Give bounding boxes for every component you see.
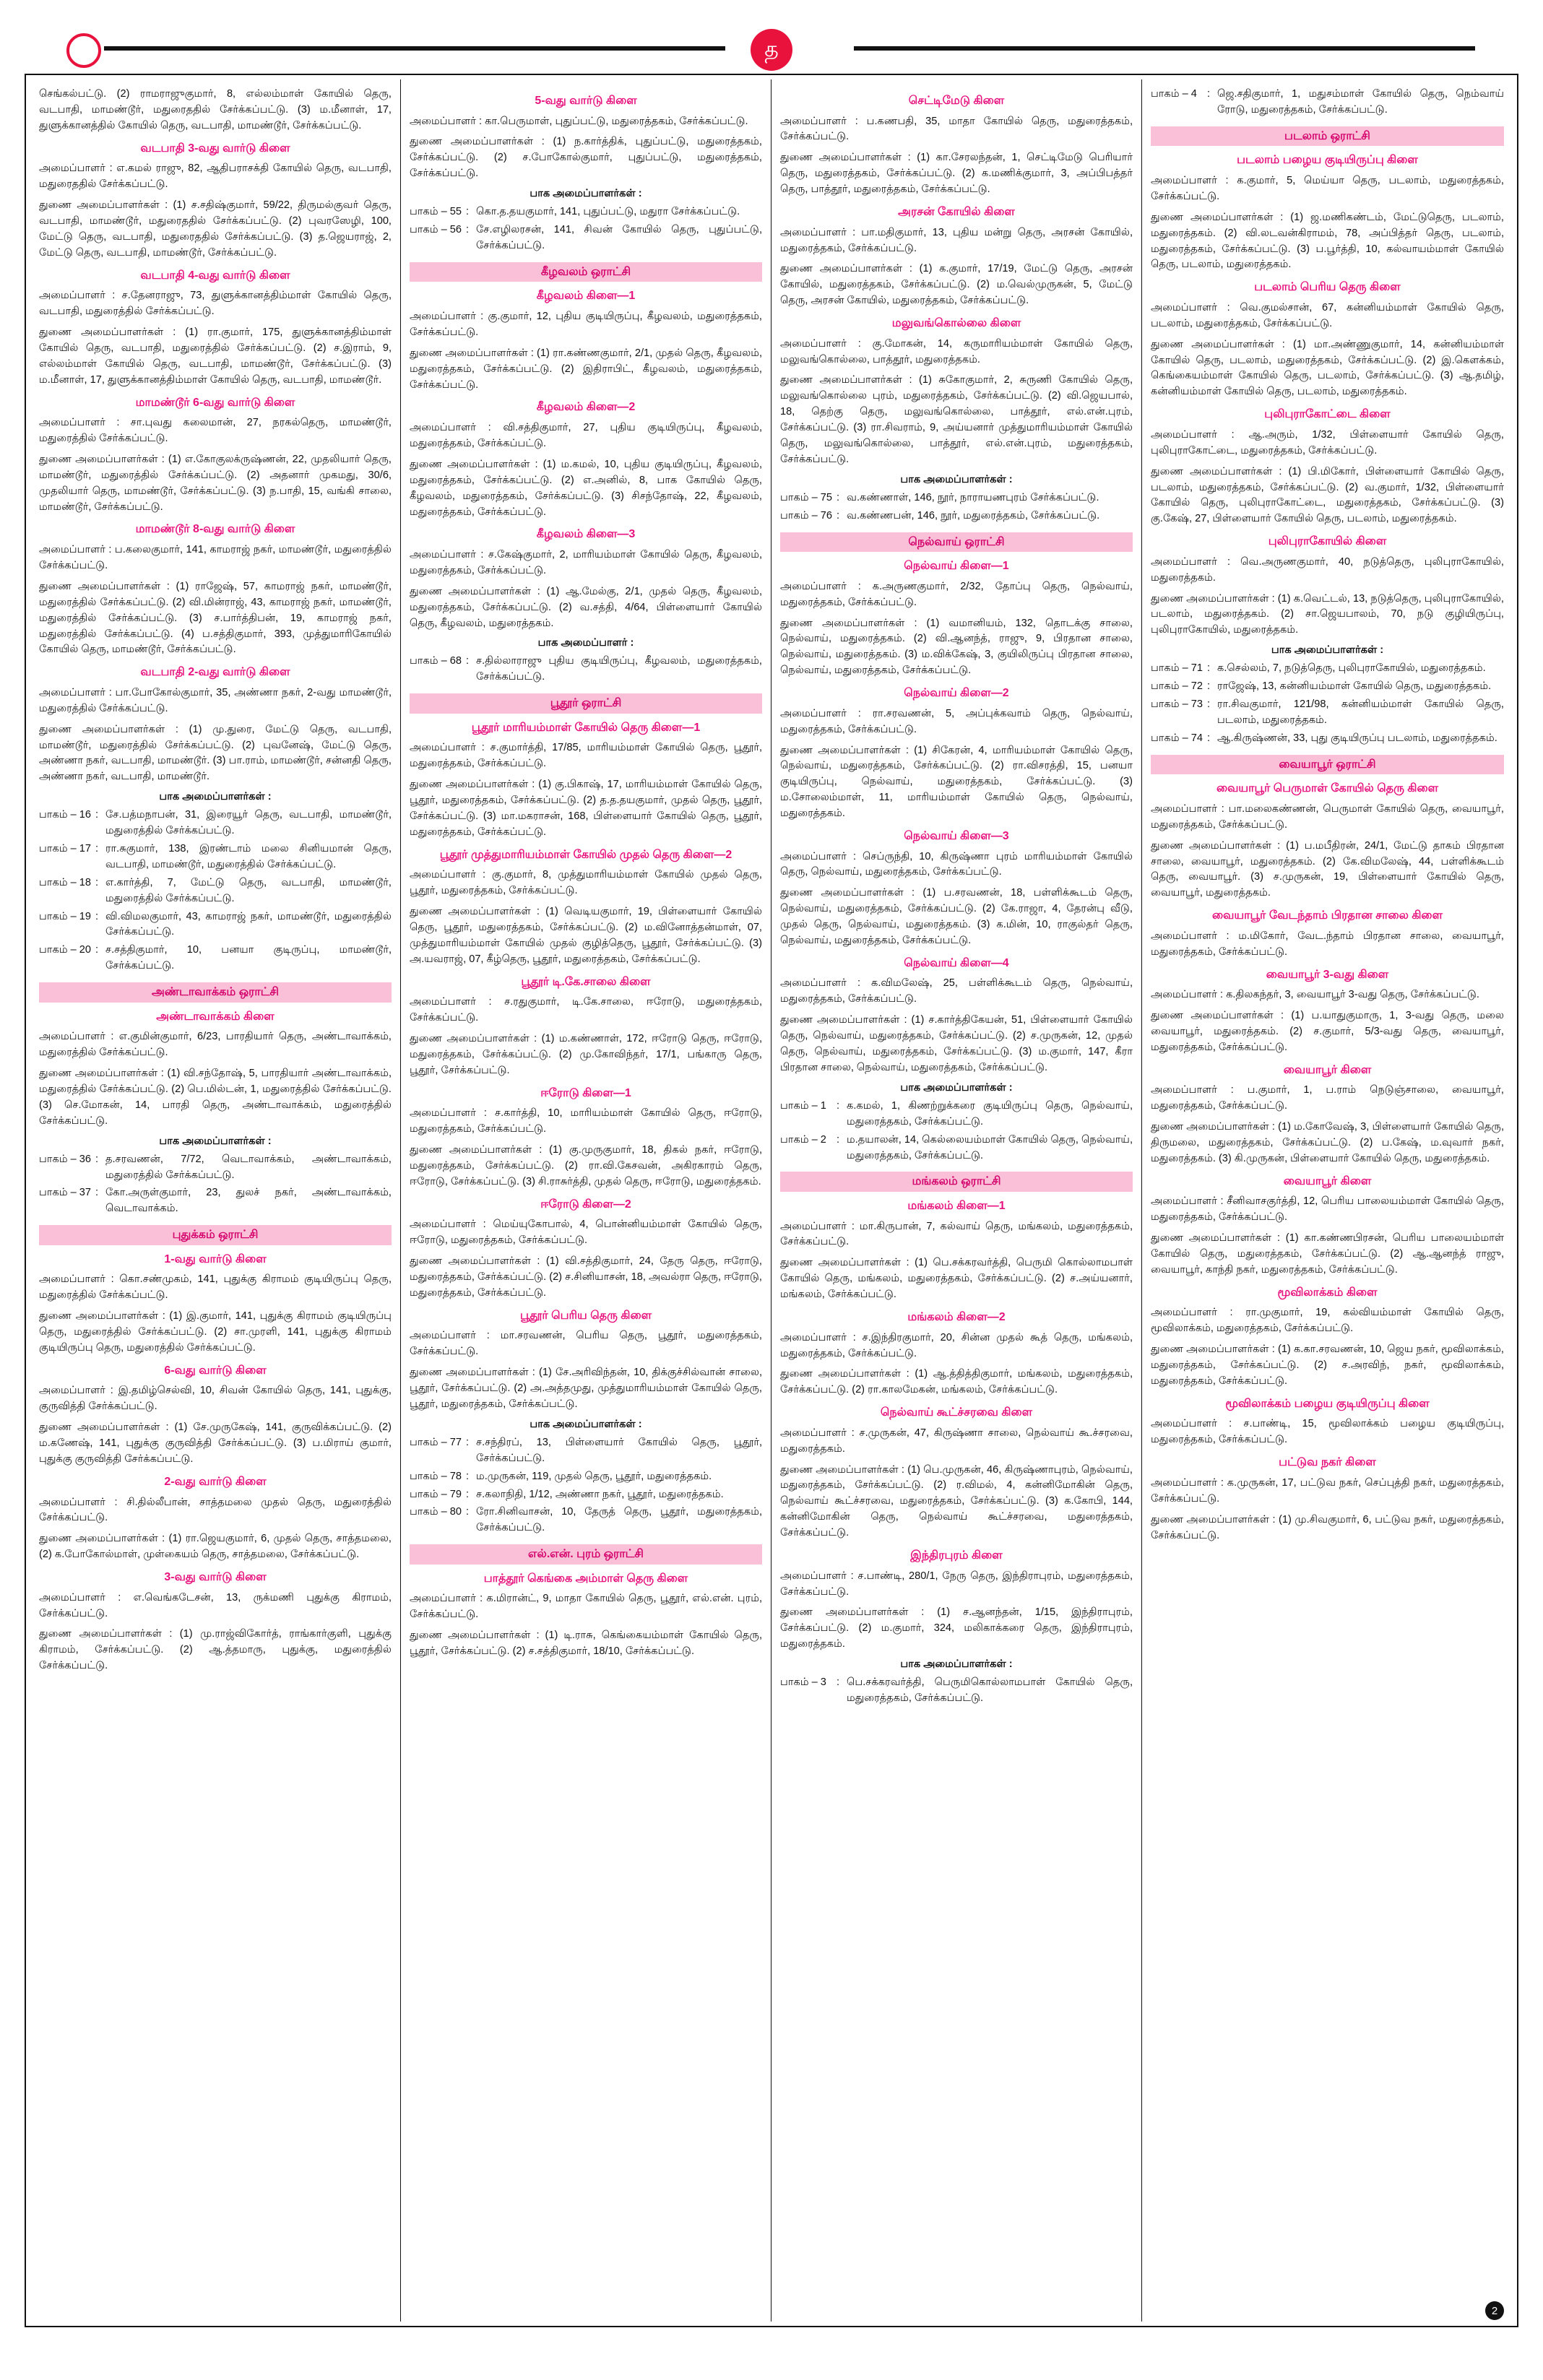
list-item-separator: : <box>95 910 99 922</box>
list-item-separator: : <box>837 1133 840 1146</box>
list-item <box>410 654 762 685</box>
body-paragraph: அமைப்பாளர் : க.திலகந்தர், 3, வையாபூர் 3-வது தெரு, சேர்க்கப்பட்டு. <box>1151 989 1479 1001</box>
body-paragraph: துணை அமைப்பாளர்கள் : (1) ஜ.மணிகண்டம், மேட்டுதெரு, படலாம், மதுரைத்தகம். (2) வி.லடவன்கிராமம், 78, அப்பித்தர் தெரு, படலாம், மதுரைத்தகம், சேர்க்கப்பட்டு. (3) ப.பூர்த்தி, 10, கல்வாயம்மாள் கோயில் தெரு, படலாம், மதுரைத்தகம். <box>1151 211 1504 271</box>
list-item <box>1151 661 1504 677</box>
list-item-separator: : <box>95 843 99 855</box>
section-heading: புலிபுராகோட்டை கிளை <box>1264 408 1391 421</box>
body-paragraph: அமைப்பாளர் : வெ.அருணகுமார், 40, நடுத்தெரு, புலிபுராகோயில், மதுரைத்தகம். <box>1151 555 1504 584</box>
list-item-separator: : <box>95 944 99 956</box>
list-item-separator: : <box>466 1488 470 1500</box>
list-item <box>1151 679 1504 695</box>
list-item-value: ச.கலாநிதி, 1/12, அண்ணா நகர், பூதூர், மதுரைத்தகம். <box>476 1488 724 1500</box>
body-paragraph: அமைப்பாளர் : கா.பெருமாள், புதுப்பட்டு, மதுரைத்தகம், சேர்க்கப்பட்டு. <box>410 115 748 127</box>
list-item <box>39 943 392 974</box>
body-paragraph: துணை அமைப்பாளர்கள் : (1) மு.ராஜ்விகோர்த், ராங்கார்குளி, புதுக்கு கிராமம், சேர்க்கப்பட்டு. (2) ஆ.த்தமாரு, புதுக்கு, மதுரைத்தில் சேர்க்கப்பட்டு. <box>39 1628 392 1672</box>
column-4 <box>1142 79 1513 2321</box>
body-paragraph: துணை அமைப்பாளர்கள் : (1) ம.கோவேஷ், 3, பிள்ளையார் கோயில் தெரு, திருமலை, மதுரைத்தகம், சேர்க்கப்பட்டு. (2) ப.கேஷ், ம.வுவார் நகர், மதுரைத்தகம். (3) கி.முருகன், பிள்ளையார் கோயில் தெரு, மதுரைத்தகம். <box>1151 1121 1504 1164</box>
list-item-key: பாகம் – 17 <box>39 843 92 855</box>
section-heading: மூவிலாக்கம் கிளை <box>1277 1286 1378 1299</box>
body-paragraph: துணை அமைப்பாளர்கள் : (1) இ.குமார், 141, புதுக்கு கிராமம் குடியிருப்பு தெரு, மதுரைத்தில் சேர்க்கப்பட்டு. (2) சா.முரளி, 141, புதுக்கு கிராமம் குடியிருப்பு தெரு, மதுரைத்தில் சேர்க்கப்பட்டு. <box>39 1310 392 1354</box>
body-paragraph: அமைப்பாளர் : கு.குமார், 12, புதிய குடியிருப்பு, கீழவலம், மதுரைத்தகம், சேர்க்கப்பட்டு. <box>410 311 762 338</box>
body-paragraph: துணை அமைப்பாளர்கள் : (1) ப.யாதுகுமாரு, 1, 3-வது தெரு, மலை வையாபூர், மதுரைத்தகம். (2) ச.குமார், 5/3-வது தெரு, வையாபூர், மதுரைத்தகம், சேர்க்கப்பட்டு. <box>1151 1010 1504 1053</box>
list-item-separator: : <box>466 655 470 667</box>
body-paragraph: துணை அமைப்பாளர்கள் : (1) டி.ராசு, கெங்கையம்மாள் கோயில் தெரு, பூதூர், சேர்க்கப்பட்டு. (2) ச.சத்திகுமார், 18/10, சேர்க்கப்பட்டு. <box>410 1630 762 1658</box>
section-heading: நெல்வாய் கூட்ச்சரவை கிளை <box>880 1406 1033 1419</box>
section-heading: நெல்வாய் கிளை—1 <box>904 560 1009 573</box>
subsection-heading: பாக அமைப்பாளர்கள் : <box>900 1658 1013 1671</box>
list-item-key: பாகம் – 80 <box>410 1506 462 1518</box>
body-paragraph: துணை அமைப்பாளர்கள் : (1) ரா.கண்ணகுமார், 2/1, முதல் தெரு, கீழவலம், மதுரைத்தகம், சேர்க்கப்பட்டு. (2) இதிராபிட், கீழவலம், மதுரைத்தகம், சேர்க்கப்பட்டு. <box>410 347 762 391</box>
body-paragraph: அமைப்பாளர் : மா.கிருபான், 7, கல்வாய் தெரு, மங்கலம், மதுரைத்தகம், சேர்க்கப்பட்டு. <box>780 1220 1133 1248</box>
section-heading: மங்கலம் கிளை—1 <box>907 1199 1006 1212</box>
list-item-value: சே.பத்மநாபன், 31, இரையூர் தெரு, வடபாதி, மாமண்டூர், மதுரைத்தில் சேர்க்கப்பட்டு. <box>105 809 392 837</box>
masthead-rule-left <box>104 46 725 51</box>
section-heading: நெல்வாய் கிளை—2 <box>904 687 1009 700</box>
section-banner-heading: நெல்வாய் ஒராட்சி <box>780 532 1133 553</box>
column-container <box>30 79 1513 2321</box>
body-paragraph: துணை அமைப்பாளர்கள் : (1) ம.கமல், 10, புதிய குடியிருப்பு, கீழவலம், மதுரைத்தகம், சேர்க்கப்பட்டு. (2) எ.அனில், 8, பாக கோயில் தெரு, கீழவலம், மதுரைத்தகம், சேர்க்கப்பட்டு. (3) சிசந்தோஷ், 22, கீழவலம், மதுரைத்தகம், சேர்க்கப்பட்டு. <box>410 458 762 518</box>
list-item <box>780 1099 1133 1130</box>
section-heading: வையாபூர் பெருமாள் கோயில் தெரு கிளை <box>1216 782 1439 795</box>
body-paragraph: அமைப்பாளர் : பா.மதிகுமார், 13, புதிய மன்று தெரு, அரசன் கோயில், மதுரைத்தகம், சேர்க்கப்பட்டு. <box>780 226 1133 254</box>
list-item <box>780 1133 1133 1164</box>
list-item-value: பெ.சக்கரவர்த்தி, பெருமிகொல்லாமபாள் கோயில் தெரு, மதுரைத்தகம், சேர்க்கப்பட்டு. <box>847 1676 1133 1704</box>
list-item <box>410 1435 762 1467</box>
section-heading: புலிபுராகோயில் கிளை <box>1268 535 1387 548</box>
body-paragraph: துணை அமைப்பாளர்கள் : (1) ந.கார்த்திக், புதுப்பட்டு, மதுரைத்தகம், சேர்க்கப்பட்டு. (2) ச.போகோல்குமார், புதுப்பட்டு, மதுரைத்தகம், சேர்க்கப்பட்டு. <box>410 136 762 180</box>
body-paragraph: அமைப்பாளர் : மா.சரவணன், பெரிய தெரு, பூதூர், மதுரைத்தகம், சேர்க்கப்பட்டு. <box>410 1330 762 1358</box>
section-heading: 2-வது வார்டு கிளை <box>164 1475 267 1488</box>
section-banner-heading: புதுக்கம் ஒராட்சி <box>39 1225 392 1245</box>
section-banner-heading: பூதூர் ஒராட்சி <box>410 693 762 714</box>
section-heading: வடபாதி 3-வது வார்டு கிளை <box>140 142 290 155</box>
list-item-value: ரா.சுகுமார், 138, இரண்டாம் மலை சினியமான் தெரு, வடபாதி, மாமண்டூர், மதுரைத்தில் சேர்க்கப்பட்டு. <box>105 843 392 870</box>
list-item-key: பாகம் – 16 <box>39 809 92 821</box>
section-heading: பூதூர் டி.கே.சாலை கிளை <box>521 975 651 988</box>
body-paragraph: அமைப்பாளர் : க.முருகன், 17, பட்டுவ நகர், செப்புத்தி நகர், மதுரைத்தகம், சேர்க்கப்பட்டு. <box>1151 1476 1504 1505</box>
body-paragraph: அமைப்பாளர் : ரா.முகுமார், 19, கல்வியம்மாள் கோயில் தெரு, மூவிலாக்கம், மதுரைத்தகம், சேர்க்கப்பட்டு. <box>1151 1307 1504 1335</box>
list-item <box>39 841 392 873</box>
section-heading: வையாபூர் வேடந்தாம் பிரதான சாலை கிளை <box>1211 909 1443 922</box>
section-heading: படலாம் பெரிய தெரு கிளை <box>1254 281 1401 294</box>
list-item-key: பாகம் – 77 <box>410 1436 462 1448</box>
section-heading: நெல்வாய் கிளை—3 <box>904 829 1009 842</box>
list-item-value: ம.தயாலன், 14, கெல்லையம்மாள் கோயில் தெரு, நெல்வாய், மதுரைத்தகம், சேர்க்கப்பட்டு. <box>847 1133 1133 1161</box>
body-paragraph: துணை அமைப்பாளர்கள் : (1) ரா.ஜெயகுமார், 6, முதல் தெரு, சாத்தமலை, (2) க.போகோல்மாள், முள்கையம் தெரு, சாத்தமலை, சேர்க்கப்பட்டு. <box>39 1533 392 1561</box>
list-item-value: வ.கண்ணபன், 146, நூர், மதுரைத்தகம், சேர்க்கப்பட்டு. <box>847 509 1100 522</box>
list-item-key: பாகம் – 74 <box>1151 732 1203 744</box>
section-heading: அரசன் கோயில் கிளை <box>898 206 1015 219</box>
list-item-value: கோ.அருள்குமார், 23, துலச் நகர், அண்டாவாக்கம், வெடாவாக்கம். <box>105 1187 392 1215</box>
list-item <box>410 204 762 220</box>
body-paragraph: துணை அமைப்பாளர்கள் : (1) எ.கோகுலக்ருஷ்ணன், 22, முதலியார் தெரு, மாமண்டூர், மதுரைத்தில் சேர்க்கப்பட்டு. (2) அதனார் முகமது, 30/6, முதலியார் தெரு, மாமண்டூர், சேர்க்கப்பட்டு. (3) ந.பாதி, 15, வங்கி சாலை, மாமண்டூர், சேர்க்கப்பட்டு. <box>39 453 392 513</box>
section-heading: பூதூர் மாரியம்மாள் கோயில் தெரு கிளை—1 <box>471 721 701 734</box>
body-paragraph: துணை அமைப்பாளர்கள் : (1) வமானியம், 132, தொடக்கு சாலை, நெல்வாய், மதுரைத்தகம். (2) வி.ஆனந்த், ராஜு, 9, பிரதான சாலை, நெல்வாய், மதுரைத்தகம். (3) ம.விக்கேஷ், 3, குயிலிருப்பு பிரதான சாலை, நெல்வாய், மதுரைத்தகம், சேர்க்கப்பட்டு. <box>780 617 1133 677</box>
list-item-separator: : <box>837 1099 840 1112</box>
list-item-separator: : <box>95 1187 99 1199</box>
section-heading: செட்டிமேடு கிளை <box>908 95 1005 107</box>
list-item-key: பாகம் – 56 <box>410 224 462 236</box>
subsection-heading: பாக அமைப்பாளர்கள் : <box>1271 644 1384 657</box>
section-heading: மூவிலாக்கம் பழைய குடியிருப்பு கிளை <box>1225 1397 1430 1410</box>
masthead-rule-right <box>854 46 1475 51</box>
section-heading: 3-வது வார்டு கிளை <box>164 1571 267 1584</box>
body-paragraph: அமைப்பாளர் : ம.மிகோர், வேட.ந்தாம் பிரதான சாலை, வையாபூர், மதுரைத்தகம், சேர்க்கப்பட்டு. <box>1151 930 1504 958</box>
body-paragraph: அமைப்பாளர் : கு.மோகன், 14, கருமாரியம்மாள் கோயில் தெரு, மலுவங்கொல்லை, பாத்தூர், மதுரைத்தகம். <box>780 337 1133 365</box>
body-paragraph: அமைப்பாளர் : பா.மலைகண்ணன், பெருமாள் கோயில் தெரு, வையாபூர், மதுரைத்தகம், சேர்க்கப்பட்டு. <box>1151 802 1504 831</box>
list-item-separator: : <box>1207 732 1211 744</box>
subsection-heading: பாக அமைப்பாளர் : <box>537 637 634 649</box>
column-1 <box>30 79 401 2321</box>
list-item <box>410 1469 762 1485</box>
column-3 <box>772 79 1142 2321</box>
section-heading: படலாம் பழைய குடியிருப்பு கிளை <box>1237 154 1418 167</box>
body-paragraph: அமைப்பாளர் : கு.குமார், 8, முத்துமாரியம்மாள் கோயில் முதல் தெரு, பூதூர், மதுரைத்தகம், சேர்க்கப்பட்டு. <box>410 869 762 897</box>
section-heading: ஈரோடு கிளை—2 <box>540 1198 631 1211</box>
list-item-key: பாகம் – 55 <box>410 206 462 218</box>
body-paragraph: அமைப்பாளர் : ப.கணபதி, 35, மாதா கோயில் தெரு, மதுரைத்தகம், சேர்க்கப்பட்டு. <box>780 115 1133 143</box>
body-paragraph: துணை அமைப்பாளர்கள் : (1) மு.துரை, மேட்டு தெரு, வடபாதி, மாமண்டூர், மதுரைத்தில் சேர்க்கப்பட்டு. (2) புவனேஷ், மேட்டு தெரு, அண்ணா நகர், வடபாதி, மாமண்டூர். (3) பா.ராம், மாமண்டூர், சன்னதி தெரு, அண்ணா நகர், வடபாதி, மாமண்டூர். <box>39 723 392 783</box>
section-heading: 1-வது வார்டு கிளை <box>164 1252 267 1265</box>
list-item-key: பாகம் – 36 <box>39 1153 92 1165</box>
subsection-heading: பாக அமைப்பாளர்கள் : <box>900 473 1013 485</box>
body-paragraph: அமைப்பாளர் : ச.ரதுகுமார், டி.கே.சாலை, ஈரோடு, மதுரைத்தகம், சேர்க்கப்பட்டு. <box>410 996 762 1024</box>
list-item-separator: : <box>837 491 840 503</box>
section-banner-heading: மங்கலம் ஒராட்சி <box>780 1172 1133 1192</box>
body-paragraph: துணை அமைப்பாளர்கள் : (1) கா.கண்ணபிரசன், பெரிய பாலையம்மாள் கோயில் தெரு, மதுரைத்தகம், சேர்க்கப்பட்டு. (2) ஆ.ஆனந்த் ராஜு, வையாபூர், காந்தி நகர், மதுரைத்தகம், சேர்க்கப்பட்டு. <box>1151 1232 1504 1276</box>
body-paragraph: துணை அமைப்பாளர்கள் : (1) கு.பிகாஷ், 17, மாரியம்மாள் கோயில் தெரு, பூதூர், மதுரைத்தகம், சேர்க்கப்பட்டு. (2) த.த.தயகுமார், முதல் தெரு, பூதூர், சேர்க்கப்பட்டு. (3) மா.மகராசன், 168, பிள்ளையார் கோயில் தெரு, பூதூர், மதுரைத்தகம், சேர்க்கப்பட்டு. <box>410 779 762 838</box>
body-paragraph: துணை அமைப்பாளர்கள் : (1) ஆ.மேல்கு, 2/1, முதல் தெரு, கீழவலம், மதுரைத்தகம், சேர்க்கப்பட்டு. (2) வ.சத்தி, 4/64, பிள்ளையார் கோயில் தெரு, கீழவலம், மதுரைத்தகம். <box>410 585 762 629</box>
list-item <box>410 222 762 254</box>
section-heading: இந்திரபுரம் கிளை <box>910 1549 1003 1562</box>
masthead <box>25 20 1518 74</box>
body-paragraph: அமைப்பாளர் : பா.போகோல்குமார், 35, அண்ணா நகர், 2-வது மாமண்டூர், மதுரைத்தில் சேர்க்கப்பட்டு. <box>39 686 392 714</box>
list-item-separator: : <box>466 224 470 236</box>
section-banner-heading: கீழவலம் ஒராட்சி <box>410 262 762 282</box>
body-paragraph: துணை அமைப்பாளர்கள் : (1) வெடியகுமார், 19, பிள்ளையார் கோயில் தெரு, பூதூர், மதுரைத்தகம், சேர்க்கப்பட்டு. (2) ம.வினோத்தன்மாள், 07, முத்துமாரியம்மாள் கோயில் முதல் குழித்தெரு, பூதூர், சேர்க்கப்பட்டு. (3) அ.யவராஜ், 07, கீழ்தெரு, பூதூர், மதுரைத்தகம், சேர்க்கப்பட்டு. <box>410 906 762 965</box>
list-item <box>1151 731 1504 747</box>
section-heading: வையாபூர் கிளை <box>1283 1063 1372 1076</box>
body-paragraph: அமைப்பாளர் : ரா.சரவணன், 5, அப்புக்கவாம் தெரு, நெல்வாய், மதுரைத்தகம், சேர்க்கப்பட்டு. <box>780 707 1133 735</box>
list-item-value: ரோ.சினிவாசன், 10, தேருத் தெரு, பூதூர், மதுரைத்தகம், சேர்க்கப்பட்டு. <box>476 1506 762 1534</box>
list-item-separator: : <box>466 1506 470 1518</box>
section-heading: கீழவலம் கிளை—1 <box>536 290 636 303</box>
section-heading: மாமண்டூர் 8-வது வார்டு கிளை <box>135 523 295 536</box>
body-paragraph: அமைப்பாளர் : ஆ.அரும், 1/32, பிள்ளையார் கோயில் தெரு, புலிபுராகோட்டை, மதுரைத்தகம், சேர்க்கப்பட்டு. <box>1151 428 1504 456</box>
body-paragraph: துணை அமைப்பாளர்கள் : (1) ப.மபீதிரன், 24/1, மேட்டு தாகம் பிரதான சாலை, வையாபூர், மதுரைத்தகம். (2) கே.விமலேஷ், 44, பள்ளிக்கூடம் தெரு, வையாபூர். (3) ச.முருகன், 19, பிள்ளையார் கோயில் தெரு, வையாபூர், மதுரைத்தகம். <box>1151 839 1504 899</box>
section-banner-heading: எல்.என். புரம் ஒராட்சி <box>410 1544 762 1565</box>
body-paragraph: அமைப்பாளர் : வெ.குமல்சான், 67, கன்னியம்மாள் கோயில் தெரு, படலாம், மதுரைத்தகம், சேர்க்கப்பட்டு. <box>1151 301 1504 329</box>
list-item-value: ச.தில்லாராஜு புதிய குடியிருப்பு, கீழவலம், மதுரைத்தகம், சேர்க்கப்பட்டு. <box>476 655 762 683</box>
body-paragraph: அமைப்பாளர் : மெய்யுகோபால், 4, பொன்னியம்மாள் கோயில் தெரு, ஈரோடு, மதுரைத்தகம், சேர்க்கப்பட்டு. <box>410 1219 762 1247</box>
list-item-separator: : <box>466 1436 470 1448</box>
list-item-key: பாகம் – 20 <box>39 944 92 956</box>
list-item-separator: : <box>1207 698 1211 711</box>
list-item-separator: : <box>1207 680 1211 693</box>
list-item-key: பாகம் – 2 <box>780 1133 826 1146</box>
section-heading: 6-வது வார்டு கிளை <box>164 1364 267 1377</box>
section-heading: வடபாதி 4-வது வார்டு கிளை <box>140 269 290 282</box>
list-item-key: பாகம் – 79 <box>410 1488 462 1500</box>
section-heading: பூதூர் முத்துமாரியம்மாள் கோயில் முதல் தெரு கிளை—2 <box>439 848 732 861</box>
list-item <box>780 1675 1133 1707</box>
list-item <box>39 1152 392 1184</box>
section-heading: வடபாதி 2-வது வார்டு கிளை <box>140 666 290 679</box>
body-paragraph: அமைப்பாளர் : செப்ருந்தி, 10, கிருஷ்ணா புரம் மாரியம்மாள் கோயில் தெரு, நெல்வாய், மதுரைத்தகம், சேர்க்கப்பட்டு. <box>780 850 1133 878</box>
body-paragraph: அமைப்பாளர் : ச.பாண்டி, 15, மூவிலாக்கம் பழைய குடியிருப்பு, மதுரைத்தகம், சேர்க்கப்பட்டு. <box>1151 1418 1504 1446</box>
body-paragraph: அமைப்பாளர் : சா.புவது கலைமான், 27, நரகல்தெரு, மாமண்டூர், மதுரைத்தில் சேர்க்கப்பட்டு. <box>39 417 392 445</box>
list-item-value: வ.கண்ணாள், 146, நூர், நாராயணபுரம் சேர்க்கப்பட்டு. <box>847 491 1099 503</box>
section-heading: பூதூர் பெரிய தெரு கிளை <box>519 1309 652 1322</box>
body-paragraph: அமைப்பாளர் : ச.பாண்டி, 280/1, நேரு தெரு, இந்திராபுரம், மதுரைத்தகம், சேர்க்கப்பட்டு. <box>780 1570 1133 1598</box>
body-paragraph: துணை அமைப்பாளர்கள் : (1) க.வெட்டல், 13, நடுத்தெரு, புலிபுராகோயில், படலாம், மதுரைத்தகம். (2) சா.ஜெயபாலம், 70, நடு குழியிருப்பு, புலிபுராகோயில், மதுரைத்தகம். <box>1151 592 1504 636</box>
section-heading: மங்கலம் கிளை—2 <box>907 1311 1006 1324</box>
list-item-value: சே.எழிலரசன், 141, சிவன் கோயில் தெரு, புதுப்பட்டு, சேர்க்கப்பட்டு. <box>476 224 762 251</box>
section-heading: அண்டாவாக்கம் கிளை <box>156 1010 275 1023</box>
section-heading: 5-வது வார்டு கிளை <box>535 95 637 107</box>
body-paragraph: துணை அமைப்பாளர்கள் : (1) வி.சத்திகுமார், 24, தேரு தெரு, ஈரோடு, மதுரைத்தகம், சேர்க்கப்பட்டு. (2) ச.சினியாசன், 18, அவல்ரா தெரு, ஈரோடு, மதுரைத்தகம், சேர்க்கப்பட்டு. <box>410 1255 762 1299</box>
body-paragraph: அமைப்பாளர் : க.விமலேஷ், 25, பள்ளிக்கூடம் தெரு, நெல்வாய், மதுரைத்தகம், சேர்க்கப்பட்டு. <box>780 977 1133 1005</box>
body-paragraph: துணை அமைப்பாளர்கள் : (1) சே.முருகேஷ், 141, குருவிக்கப்பட்டு. (2) ம.கணேஷ், 141, புதுக்கு குருவித்தி சேர்க்கப்பட்டு. (3) ப.மிராய் குமார், புதுக்கு குருவித்தி சேர்க்கப்பட்டு. <box>39 1421 392 1466</box>
body-paragraph: அமைப்பாளர் : எ.குமின்குமார், 6/23, பாரதியார் தெரு, அண்டாவாக்கம், மதுரைத்தில் சேர்க்கப்பட்டு. <box>39 1031 392 1059</box>
section-heading: ஈரோடு கிளை—1 <box>540 1086 631 1099</box>
body-paragraph: அமைப்பாளர் : ச.குமார்த்தி, 17/85, மாரியம்மாள் கோயில் தெரு, பூதூர், மதுரைத்தகம், சேர்க்கப்பட்டு. <box>410 742 762 770</box>
body-paragraph: அமைப்பாளர் : எ.வெங்கடேசன், 13, ருக்மணி புதுக்கு கிராமம், சேர்க்கப்பட்டு. <box>39 1591 392 1619</box>
list-item-separator: : <box>837 509 840 522</box>
list-item-value: ரா.சிவகுமார், 121/98, கன்னியம்மாள் கோயில் தெரு, படலாம், மதுரைத்தகம். <box>1217 698 1504 726</box>
body-paragraph: துணை அமைப்பாளர்கள் : (1) ரா.குமார், 175, துளுக்கானத்திம்மாள் கோயில் தெரு, வடபாதி, மதுரைத்தில் சேர்க்கப்பட்டு. (2) ச.இராம், 9, எல்லம்மாள் கோயில் தெரு, வடபாதி, மாமண்டூர், சேர்க்கப்பட்டு. (3) ம.மீனாள், 17, துளுக்கானத்திம்மாள் கோயில் தெரு, வடபாதி, மாமண்டூர். <box>39 326 392 386</box>
body-paragraph: துணை அமைப்பாளர்கள் : (1) ச.ஆனந்தன், 1/15, இந்திராபுரம், சேர்க்கப்பட்டு. (2) ம.குமார், 324, மலிகாக்கரை தெரு, இந்திராபுரம், மதுரைத்தகம். <box>780 1606 1133 1650</box>
section-banner-heading: வையாபூர் ஒராட்சி <box>1151 755 1504 775</box>
list-item-value: ஆ.கிருஷ்ணன், 33, புது குடியிருப்பு படலாம், மதுரைத்தகம். <box>1217 732 1497 744</box>
list-item-value: க.கமல், 1, கிணற்றுக்கரை குடியிருப்பு தெரு, நெல்வாய், மதுரைத்தகம், சேர்க்கப்பட்டு. <box>847 1099 1133 1128</box>
section-heading: கீழவலம் கிளை—2 <box>536 401 636 414</box>
subsection-heading: பாக அமைப்பாளர்கள் : <box>159 1135 272 1147</box>
list-item-separator: : <box>466 206 470 218</box>
section-banner-heading: அண்டாவாக்கம் ஒராட்சி <box>39 982 392 1003</box>
body-paragraph: அமைப்பாளர் : ப.கலைகுமார், 141, காமராஜ் நகர், மாமண்டூர், மதுரைத்தில் சேர்க்கப்பட்டு. <box>39 544 392 571</box>
body-paragraph: துணை அமைப்பாளர்கள் : (1) ஆ.த்தித்திகுமார், மங்கலம், மதுரைத்தகம், சேர்க்கப்பட்டு. (2) ரா.காலமேகன், மங்கலம், சேர்க்கப்பட்டு. <box>780 1368 1133 1396</box>
list-item-value: ஜெ.சதிகுமார், 1, மதுசம்மாள் கோயில் தெரு, நெம்வாய் ரோடு, மதுரைத்தகம், சேர்க்கப்பட்டு. <box>1217 88 1504 116</box>
body-paragraph: அமைப்பாளர் : க.மிரான்ட், 9, மாதா கோயில் தெரு, பூதூர், எல்.என். புரம், சேர்க்கப்பட்டு. <box>410 1593 762 1621</box>
body-paragraph: அமைப்பாளர் : ச.கேஷ்குமார், 2, மாரியம்மாள் கோயில் தெரு, கீழவலம், மதுரைத்தகம், சேர்க்கப்பட்டு. <box>410 549 762 576</box>
body-paragraph: துணை அமைப்பாளர்கள் : (1) பி.மிகோர், பிள்ளையார் கோயில் தெரு, படலாம், மதுரைத்தகம், சேர்க்கப்பட்டு. (2) வ.குமார், 1/32, பிள்ளையார் கோயில் தெரு, புலிபுராகோட்டை, மதுரைத்தகம், சேர்க்கப்பட்டு. (3) கு.கேஷ், 27, பிள்ளையார் கோயில் தெரு, படலாம், மதுரைத்தகம். <box>1151 465 1504 525</box>
section-heading: வையாபூர் கிளை <box>1283 1174 1372 1187</box>
body-paragraph: துணை அமைப்பாளர்கள் : (1) க.கா.சரவணன், 10, ஜெய நகர், மூவிலாக்கம், மதுரைத்தகம், சேர்க்கப்பட்டு. (2) ச.அரவிந், நகர், மூவிலாக்கம், மதுரைத்தகம், சேர்க்கப்பட்டு. <box>1151 1343 1504 1387</box>
list-item <box>39 875 392 907</box>
body-paragraph: துணை அமைப்பாளர்கள் : (1) ராஜேஷ், 57, காமராஜ் நகர், மாமண்டூர், மதுரைத்தில் சேர்க்கப்பட்டு. (2) வி.மின்ராஜ், 43, காமராஜ் நகர், மாமண்டூர், மதுரைத்தில் சேர்க்கப்பட்டு. (3) ச.பார்த்திபன், 19, காமராஜ் நகர், மதுரைத்தில் சேர்க்கப்பட்டு. (4) ப.சத்திகுமார், 393, முத்துமாரிகோயில் கோயில் தெரு, மாமண்டூர், சேர்க்கப்பட்டு. <box>39 580 392 656</box>
list-item-key: பாகம் – 76 <box>780 509 833 522</box>
list-item-key: பாகம் – 18 <box>39 876 92 888</box>
body-paragraph: துணை அமைப்பாளர்கள் : (1) சே.அரிவிந்தன், 10, திக்குச்சில்வான் சாலை, பூதூர், சேர்க்கப்பட்டு. (2) அ.அத்தமுது, முத்துமாரியம்மாள் கோயில் தெரு, பூதூர், மதுரைத்தகம், சேர்க்கப்பட்டு. <box>410 1367 762 1410</box>
body-paragraph: துணை அமைப்பாளர்கள் : (1) ப.சரவணன், 18, பள்ளிக்கூடம் தெரு, நெல்வாய், மதுரைத்தகம், சேர்க்கப்பட்டு. (2) கே.ராஜா, 4, தேரன்பு வீடு, முதல் தெரு, நெல்வாய், மதுரைத்தகம். (3) க.மின், 10, ராகுல்தர் தெரு, நெல்வாய், மதுரைத்தகம், சேர்க்கப்பட்டு. <box>780 887 1133 946</box>
body-paragraph: செங்கல்பட்டு. (2) ராமராஜுகுமார், 8, எல்லம்மாள் கோயில் தெரு, வடபாதி, மாமண்டூர், மதுரைததில் சேர்க்கப்பட்டு. (3) ம.மீனாள், 17, துளுக்கானத்தில் கோயில் தெரு, வடபாதி, மாமண்டூர், சேர்க்கப்பட்டு. <box>39 88 392 131</box>
list-item-key: பாகம் – 68 <box>410 655 462 667</box>
content-frame <box>25 74 1518 2327</box>
subsection-heading: பாக அமைப்பாளர்கள் : <box>900 1081 1013 1094</box>
list-item-separator: : <box>466 1470 470 1482</box>
body-paragraph: துணை அமைப்பாளர்கள் : (1) பெ.முருகன், 46, கிருஷ்ணாபுரம், நெல்வாய், மதுரைத்தகம், சேர்க்கப்பட்டு. (2) ர.விமல், 4, கன்னிமோகின் தெரு, நெல்வாய் கூட்ச்சரவை, மதுரைத்தகம், சேர்க்கப்பட்டு. (3) க.கோபி, 144, கன்னிமோகின் தெரு, நெல்வாய் கூட்ச்சரவை, மதுரைத்தகம், சேர்க்கப்பட்டு. <box>780 1463 1133 1539</box>
section-heading: பட்டுவ நகர் கிளை <box>1279 1456 1376 1469</box>
section-heading: வையாபூர் 3-வது கிளை <box>1266 968 1389 981</box>
list-item-separator: : <box>1207 88 1211 100</box>
list-item-key: பாகம் – 37 <box>39 1187 92 1199</box>
list-item-separator: : <box>95 809 99 821</box>
column-2 <box>401 79 772 2321</box>
list-item-separator: : <box>95 1153 99 1165</box>
section-heading: பாத்தூர் கெங்கை அம்மாள் தெரு கிளை <box>483 1572 688 1585</box>
subsection-heading: பாக அமைப்பாளர்கள் : <box>159 791 272 803</box>
body-paragraph: அமைப்பாளர் : ச.கார்த்தி, 10, மாரியம்மாள் கோயில் தெரு, ஈரோடு, மதுரைத்தகம், சேர்க்கப்பட்டு. <box>410 1107 762 1135</box>
list-item-key: பாகம் – 75 <box>780 491 833 503</box>
list-item-key: பாகம் – 72 <box>1151 680 1203 693</box>
body-paragraph: அமைப்பாளர் : க.குமார், 5, மெய்யா தெரு, படலாம், மதுரைத்தகம், சேர்க்கப்பட்டு. <box>1151 174 1504 202</box>
list-item-key: பாகம் – 71 <box>1151 662 1203 675</box>
masthead-circle-decoration <box>66 33 101 68</box>
list-item <box>39 808 392 839</box>
list-item-key: பாகம் – 1 <box>780 1099 826 1112</box>
body-paragraph: அமைப்பாளர் : சி.தில்லீபான், சாத்தமலை முதல் தெரு, மதுரைத்தில் சேர்க்கப்பட்டு. <box>39 1496 392 1524</box>
section-heading: மாமண்டூர் 6-வது வார்டு கிளை <box>135 396 295 409</box>
subsection-heading: பாக அமைப்பாளர்கள் : <box>530 188 642 200</box>
list-item <box>39 1185 392 1217</box>
subsection-heading: பாக அமைப்பாளர்கள் : <box>530 1418 642 1430</box>
list-item <box>1151 697 1504 729</box>
body-paragraph: துணை அமைப்பாளர்கள் : (1) மா.அண்ணுகுமார், 14, கன்னியம்மாள் கோயில் தெரு, படலாம், மதுரைத்தகம், சேர்க்கப்பட்டு. (2) இ.கெளக்கம், கெங்கையம்மாள் கோயில் தெரு, படலாம், சேர்க்கப்பட்டு. (3) ஆ.தமிழ், கன்னியம்மாள் கோயில் தெரு, படலாம், மதுரைத்தகம். <box>1151 338 1504 398</box>
page-number-badge: 2 <box>1485 2301 1504 2320</box>
body-paragraph: துணை அமைப்பாளர்கள் : (1) பெ.சக்கரவர்த்தி, பெருமி கொல்லாமபாள் கோயில் தெரு, மங்கலம், மதுரைத்தகம், சேர்க்கப்பட்டு. (2) ச.அய்யனார், மங்கலம், சேர்க்கப்பட்டு. <box>780 1257 1133 1301</box>
body-paragraph: அமைப்பாளர் : எ.கமல் ராஜு, 82, ஆதிபராசக்தி கோயில் தெரு, வடபாதி, மதுரைததில் சேர்க்கப்பட்டு. <box>39 163 392 191</box>
list-item-value: ச.சந்திரப், 13, பிள்ளையார் கோயில் தெரு, பூதூர், சேர்க்கப்பட்டு. <box>476 1436 762 1464</box>
list-item <box>780 509 1133 524</box>
list-item-value: ம.முருகன், 119, முதல் தெரு, பூதூர், மதுரைத்தகம். <box>476 1470 712 1482</box>
section-heading: நெல்வாய் கிளை—4 <box>904 956 1009 969</box>
list-item-value: ராஜேஷ், 13, கன்னியம்மாள் கோயில் தெரு, மதுரைத்தகம். <box>1217 680 1492 693</box>
section-heading: கீழவலம் கிளை—3 <box>536 528 636 541</box>
list-item-key: பாகம் – 4 <box>1151 88 1197 100</box>
masthead-logo-icon: த <box>751 29 792 71</box>
body-paragraph: துணை அமைப்பாளர்கள் : (1) வி.சந்தோஷ், 5, பாரதியார் அண்டாவாக்கம், மதுரைத்தில் சேர்க்கப்பட்டு. (2) பெ.மில்டன், 1, மதுரைத்தில் சேர்க்கப்பட்டு. (3) செ.மோகன், 14, பாரதி தெரு, அண்டாவாக்கம், மதுரைத்தில் சேர்க்கப்பட்டு. <box>39 1068 392 1127</box>
list-item <box>410 1487 762 1503</box>
list-item-key: பாகம் – 73 <box>1151 698 1203 711</box>
body-paragraph: துணை அமைப்பாளர்கள் : (1) சிகேரன், 4, மாரியம்மாள் கோயில் தெரு, நெல்வாய், மதுரைத்தகம், சேர்க்கப்பட்டு. (2) ரா.விசரத்தி, 15, பனயா குடியிருப்பு, நெல்வாய், மதுரைத்தகம், சேர்க்கப்பட்டு. (3) ம.சோலைம்மாள், 11, மாரியம்மாள் கோயில் தெரு, நெல்வாய், மதுரைத்தகம். <box>780 744 1133 820</box>
list-item <box>410 1505 762 1536</box>
body-paragraph: அமைப்பாளர் : சீனிவாசகுர்த்தி, 12, பெரிய பாலையம்மாள் கோயில் தெரு, மதுரைத்தகம், சேர்க்கப்பட்டு. <box>1151 1195 1504 1224</box>
section-heading: மலுவங்கொல்லை கிளை <box>891 317 1021 330</box>
list-item-value: எ.கார்த்தி, 7, மேட்டு தெரு, வடபாதி, மாமண்டூர், மதுரைத்தில் சேர்க்கப்பட்டு. <box>105 876 392 904</box>
body-paragraph: அமைப்பாளர் : ப.குமார், 1, ப.ராம் நெடுஞ்சாலை, வையாபூர், மதுரைத்தகம், சேர்க்கப்பட்டு. <box>1151 1084 1504 1112</box>
section-banner-heading: படலாம் ஒராட்சி <box>1151 126 1504 147</box>
body-paragraph: துணை அமைப்பாளர்கள் : (1) க.குமார், 17/19, மேட்டு தெரு, அரசன் கோயில், மதுரைத்தகம், சேர்க்கப்பட்டு. (2) ம.வெல்முருகன், 5, மேட்டு தெரு, அரசன் கோயில், மதுரைத்தகம், சேர்க்கப்பட்டு. <box>780 263 1133 307</box>
list-item-separator: : <box>1207 662 1211 675</box>
body-paragraph: அமைப்பாளர் : ச.முருகன், 47, கிருஷ்ணா சாலை, நெல்வாய் கூ.ச்சரவை, மதுரைத்தகம். <box>780 1427 1133 1455</box>
list-item-value: கொ.த.தயகுமார், 141, புதுப்பட்டு, மதுரா சேர்க்கப்பட்டு. <box>476 206 740 218</box>
body-paragraph: துணை அமைப்பாளர்கள் : (1) ச.சதிஷ்குமார், 59/22, திருமல்குவர் தெரு, வடபாதி, மாமண்டூர், மதுரைததில் சேர்க்கப்பட்டு. (2) புவரஸேழி, 100, மேட்டு தெரு, வடபாதி, மதுரைததில் சேர்க்கப்பட்டு. (3) த.ஜெயராஜ், 2, மேட்டு தெரு, வடபாதி, மாமண்டூர், சேர்க்கப்பட்டு. <box>39 199 392 259</box>
body-paragraph: துணை அமைப்பாளர்கள் : (1) மு.சிவகுமார், 6, பட்டுவ நகர், மதுரைத்தகம், சேர்க்கப்பட்டு. <box>1151 1513 1504 1541</box>
body-paragraph: துணை அமைப்பாளர்கள் : (1) சுகோகுமார், 2, சுருணி கோயில் தெரு, மலுவங்கொல்லை புரம், மதுரைத்தகம், சேர்க்கப்பட்டு. (2) வி.ஜெயபால், 18, தெற்கு தெரு, மலுவங்கொல்லை, பாத்தூர், எல்.என்.புரம், சேர்க்கப்பட்டு. (3) ரா.சிவராம், 9, அய்யனார் முத்துமாரியம்மாள் கோயில் தெரு, மலுவங்கொல்லை, பாத்தூர், எல்.என்.புரம், மதுரைத்தகம், சேர்க்கப்பட்டு. <box>780 374 1133 465</box>
list-item-value: க.செல்லம், 7, நடுத்தெரு, புலிபுராகோயில், மதுரைத்தகம். <box>1217 662 1486 675</box>
list-item-value: ச.சத்திகுமார், 10, பனயா குடிருப்பு, மாமண்டூர், சேர்க்கப்பட்டு. <box>105 944 392 972</box>
body-paragraph: துணை அமைப்பாளர்கள் : (1) ம.கண்ணாள், 172, ஈரோடு தெரு, ஈரோடு, மதுரைத்தகம், சேர்க்கப்பட்டு. (2) மு.கோவிந்தர், 17/1, பங்காரு தெரு, பூதூர், சேர்க்கப்பட்டு. <box>410 1033 762 1076</box>
body-paragraph: துணை அமைப்பாளர்கள் : (1) கு.முருகுமார், 18, திகல் நகர், ஈரோடு, மதுரைத்தகம், சேர்க்கப்பட்டு. (2) ரா.வி.கேசவன், அகிரகாரம் தெரு, ஈரோடு, சேர்க்கப்பட்டு. (3) சி.ராசுர்த்தி, முதல் தெரு, ஈரோடு, மதுரைத்தகம். <box>410 1144 762 1187</box>
list-item <box>39 909 392 941</box>
body-paragraph: அமைப்பாளர் : க.அருணகுமார், 2/32, தோப்பு தெரு, நெல்வாய், மதுரைத்தகம், சேர்க்கப்பட்டு. <box>780 580 1133 608</box>
list-item-key: பாகம் – 3 <box>780 1676 826 1689</box>
body-paragraph: அமைப்பாளர் : கொ.சண்முகம், 141, புதுக்கு கிராமம் குடியிருப்பு தெரு, மதுரைத்தில் சேர்க்கப்பட்டு. <box>39 1273 392 1302</box>
body-paragraph: துணை அமைப்பாளர்கள் : (1) கா.சேரலந்தன், 1, செட்டிமேடு பெரியார் தெரு, மதுரைத்தகம், சேர்க்கப்பட்டு. (2) க.மணிக்குமார், 3, அப்பிபத்தர் தெரு, பாத்தூர், மதுரைத்தகம், சேர்க்கப்பட்டு. <box>780 152 1133 196</box>
body-paragraph: அமைப்பாளர் : வி.சத்திகுமார், 27, புதிய குடியிருப்பு, கீழவலம், மதுரைத்தகம், சேர்க்கப்பட்டு. <box>410 422 762 449</box>
list-item-value: த.சரவணன், 7/72, வெடாவாக்கம், அண்டாவாக்கம், மதுரைத்தில் சேர்க்கப்பட்டு. <box>105 1153 392 1181</box>
list-item-value: வி.விமலகுமார், 43, காமராஜ் நகர், மாமண்டூர், மதுரைத்தில் சேர்க்கப்பட்டு. <box>105 910 392 938</box>
list-item-separator: : <box>95 876 99 888</box>
list-item <box>780 490 1133 506</box>
body-paragraph: அமைப்பாளர் : ச.தேனராஜு, 73, துளுக்கானத்திம்மாள் கோயில் தெரு, வடபாதி, மதுரைத்தில் சேர்க்கப்பட்டு. <box>39 290 392 318</box>
body-paragraph: அமைப்பாளர் : இ.தமிழ்செல்வி, 10, சிவன் கோயில் தெரு, 141, புதுக்கு, குருவித்தி சேர்க்கப்பட்டு. <box>39 1385 392 1413</box>
list-item-separator: : <box>837 1676 840 1689</box>
list-item <box>1151 87 1504 118</box>
body-paragraph: துணை அமைப்பாளர்கள் : (1) ச.கார்த்திகேயன், 51, பிள்ளையார் கோயில் தெரு, நெல்வாய், மதுரைத்தகம், சேர்க்கப்பட்டு. (2) ச.முருகன், 12, முதல் தெரு, நெல்வாய், மதுரைத்தகம், சேர்க்கப்பட்டு. (3) ம.குமார், 147, கீரா பிரதான சாலை, நெல்வாய், மதுரைத்தகம், சேர்க்கப்பட்டு. <box>780 1014 1133 1073</box>
list-item-key: பாகம் – 19 <box>39 910 92 922</box>
list-item-key: பாகம் – 78 <box>410 1470 462 1482</box>
body-paragraph: அமைப்பாளர் : ச.இந்திரகுமார், 20, சின்ன முதல் கூத் தெரு, மங்கலம், மதுரைத்தகம், சேர்க்கப்பட்டு. <box>780 1331 1133 1359</box>
